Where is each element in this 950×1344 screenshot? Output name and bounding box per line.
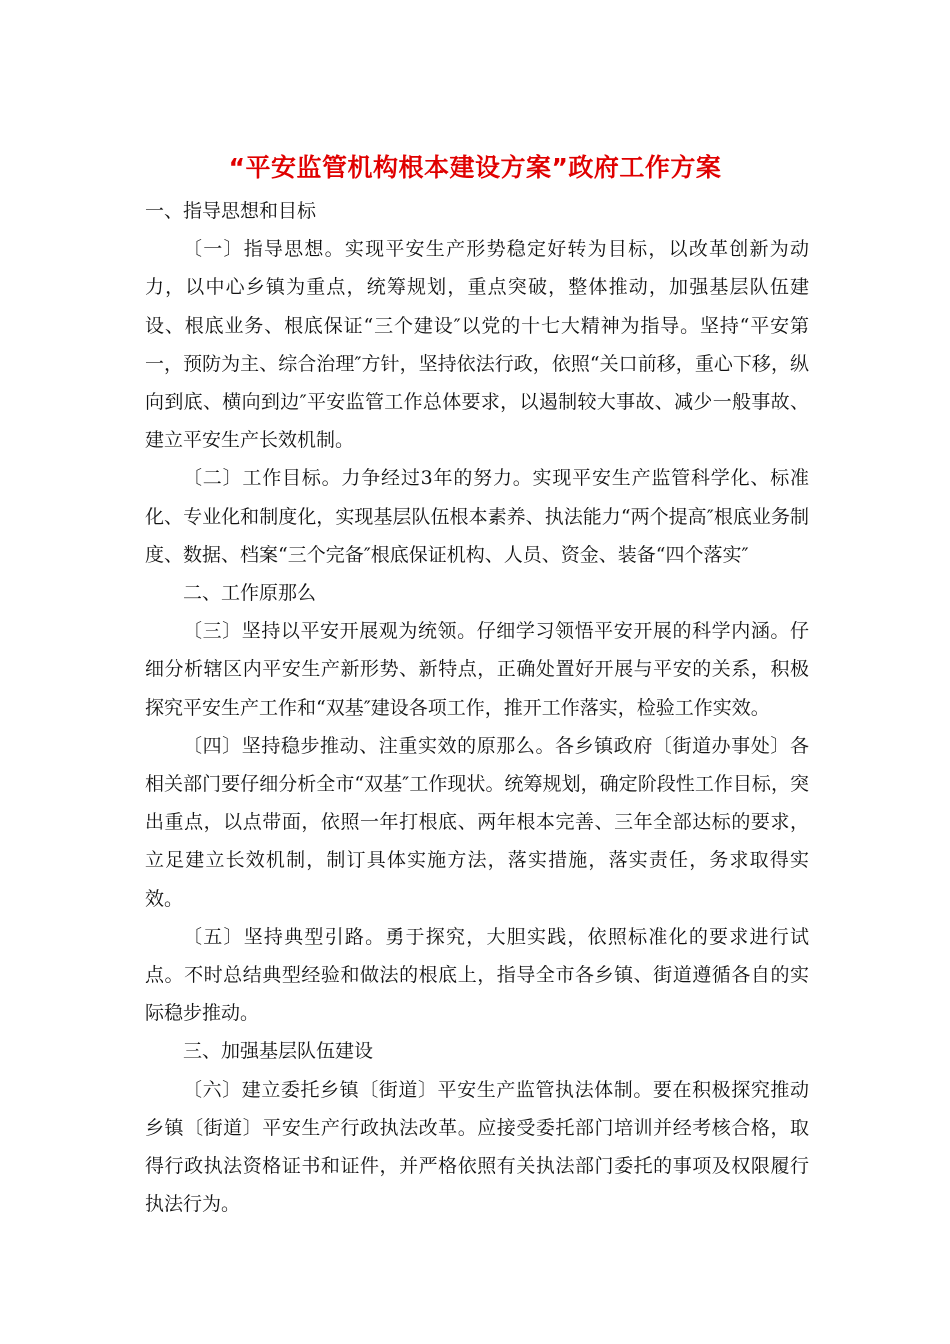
- section-heading-3: 三、加强基层队伍建设: [183, 1040, 374, 1063]
- paragraph-principle-5: 〔五〕坚持典型引路。勇于探究，大胆实践，依照标准化的要求进行试点。不时总结典型经验和做法的根底上，指导全市各乡镇、街道遵循各自的实际稳步推动。: [145, 925, 809, 1025]
- document-body: [145, 192, 809, 1223]
- document-title: “平安监管机构根本建设方案”政府工作方案: [228, 153, 722, 182]
- paragraph-work-goals: 〔二〕工作目标。力争经过3年的努力。实现平安生产监管科学化、标准化、专业化和制度化，实现基层队伍根本素养、执法能力“两个提高″根底业务制度、数据、档案“三个完备″根底保证机构、人员、资金、装备“四个落实″: [145, 467, 809, 566]
- paragraph-guiding-ideology: 〔一〕指导思想。实现平安生产形势稳定好转为目标，以改革创新为动力，以中心乡镇为重点，统筹规划，重点突破，整体推动，加强基层队伍建设、根底业务、根底保证“三个建设″以党的十七大精神为指导。坚持“平安第一，预防为主、综合治理″方针，坚持依法行政，依照“关口前移，重心下移，纵向到底、横向到边″平安监管工作总体要求，以遏制较大事故、减少一般事故、建立平安生产长效机制。: [145, 238, 809, 452]
- paragraph-principle-4: 〔四〕坚持稳步推动、注重实效的原那么。各乡镇政府〔街道办事处〕各相关部门要仔细分析全市“双基″工作现状。统筹规划，确定阶段性工作目标，突出重点，以点带面，依照一年打根底、两年根本完善、三年全部达标的要求，立足建立长效机制，制订具体实施方法，落实措施，落实责任，务求取得实效。: [145, 734, 809, 910]
- section-heading-2: 二、工作原那么: [183, 582, 317, 605]
- section-heading-1: 一、指导思想和目标: [145, 200, 317, 222]
- paragraph-principle-3: 〔三〕坚持以平安开展观为统领。仔细学习领悟平安开展的科学内涵。仔细分析辖区内平安生产新形势、新特点，正确处置好开展与平安的关系，积极探究平安生产工作和“双基″建设各项工作，推开工作落实，检验工作实效。: [145, 620, 809, 719]
- paragraph-item-6: 〔六〕建立委托乡镇〔街道〕平安生产监管执法体制。要在积极探究推动乡镇〔街道〕平安生产行政执法改革。应接受委托部门培训并经考核合格，取得行政执法资格证书和证件，并严格依照有关执法部门委托的事项及权限履行执法行为。: [145, 1078, 809, 1216]
